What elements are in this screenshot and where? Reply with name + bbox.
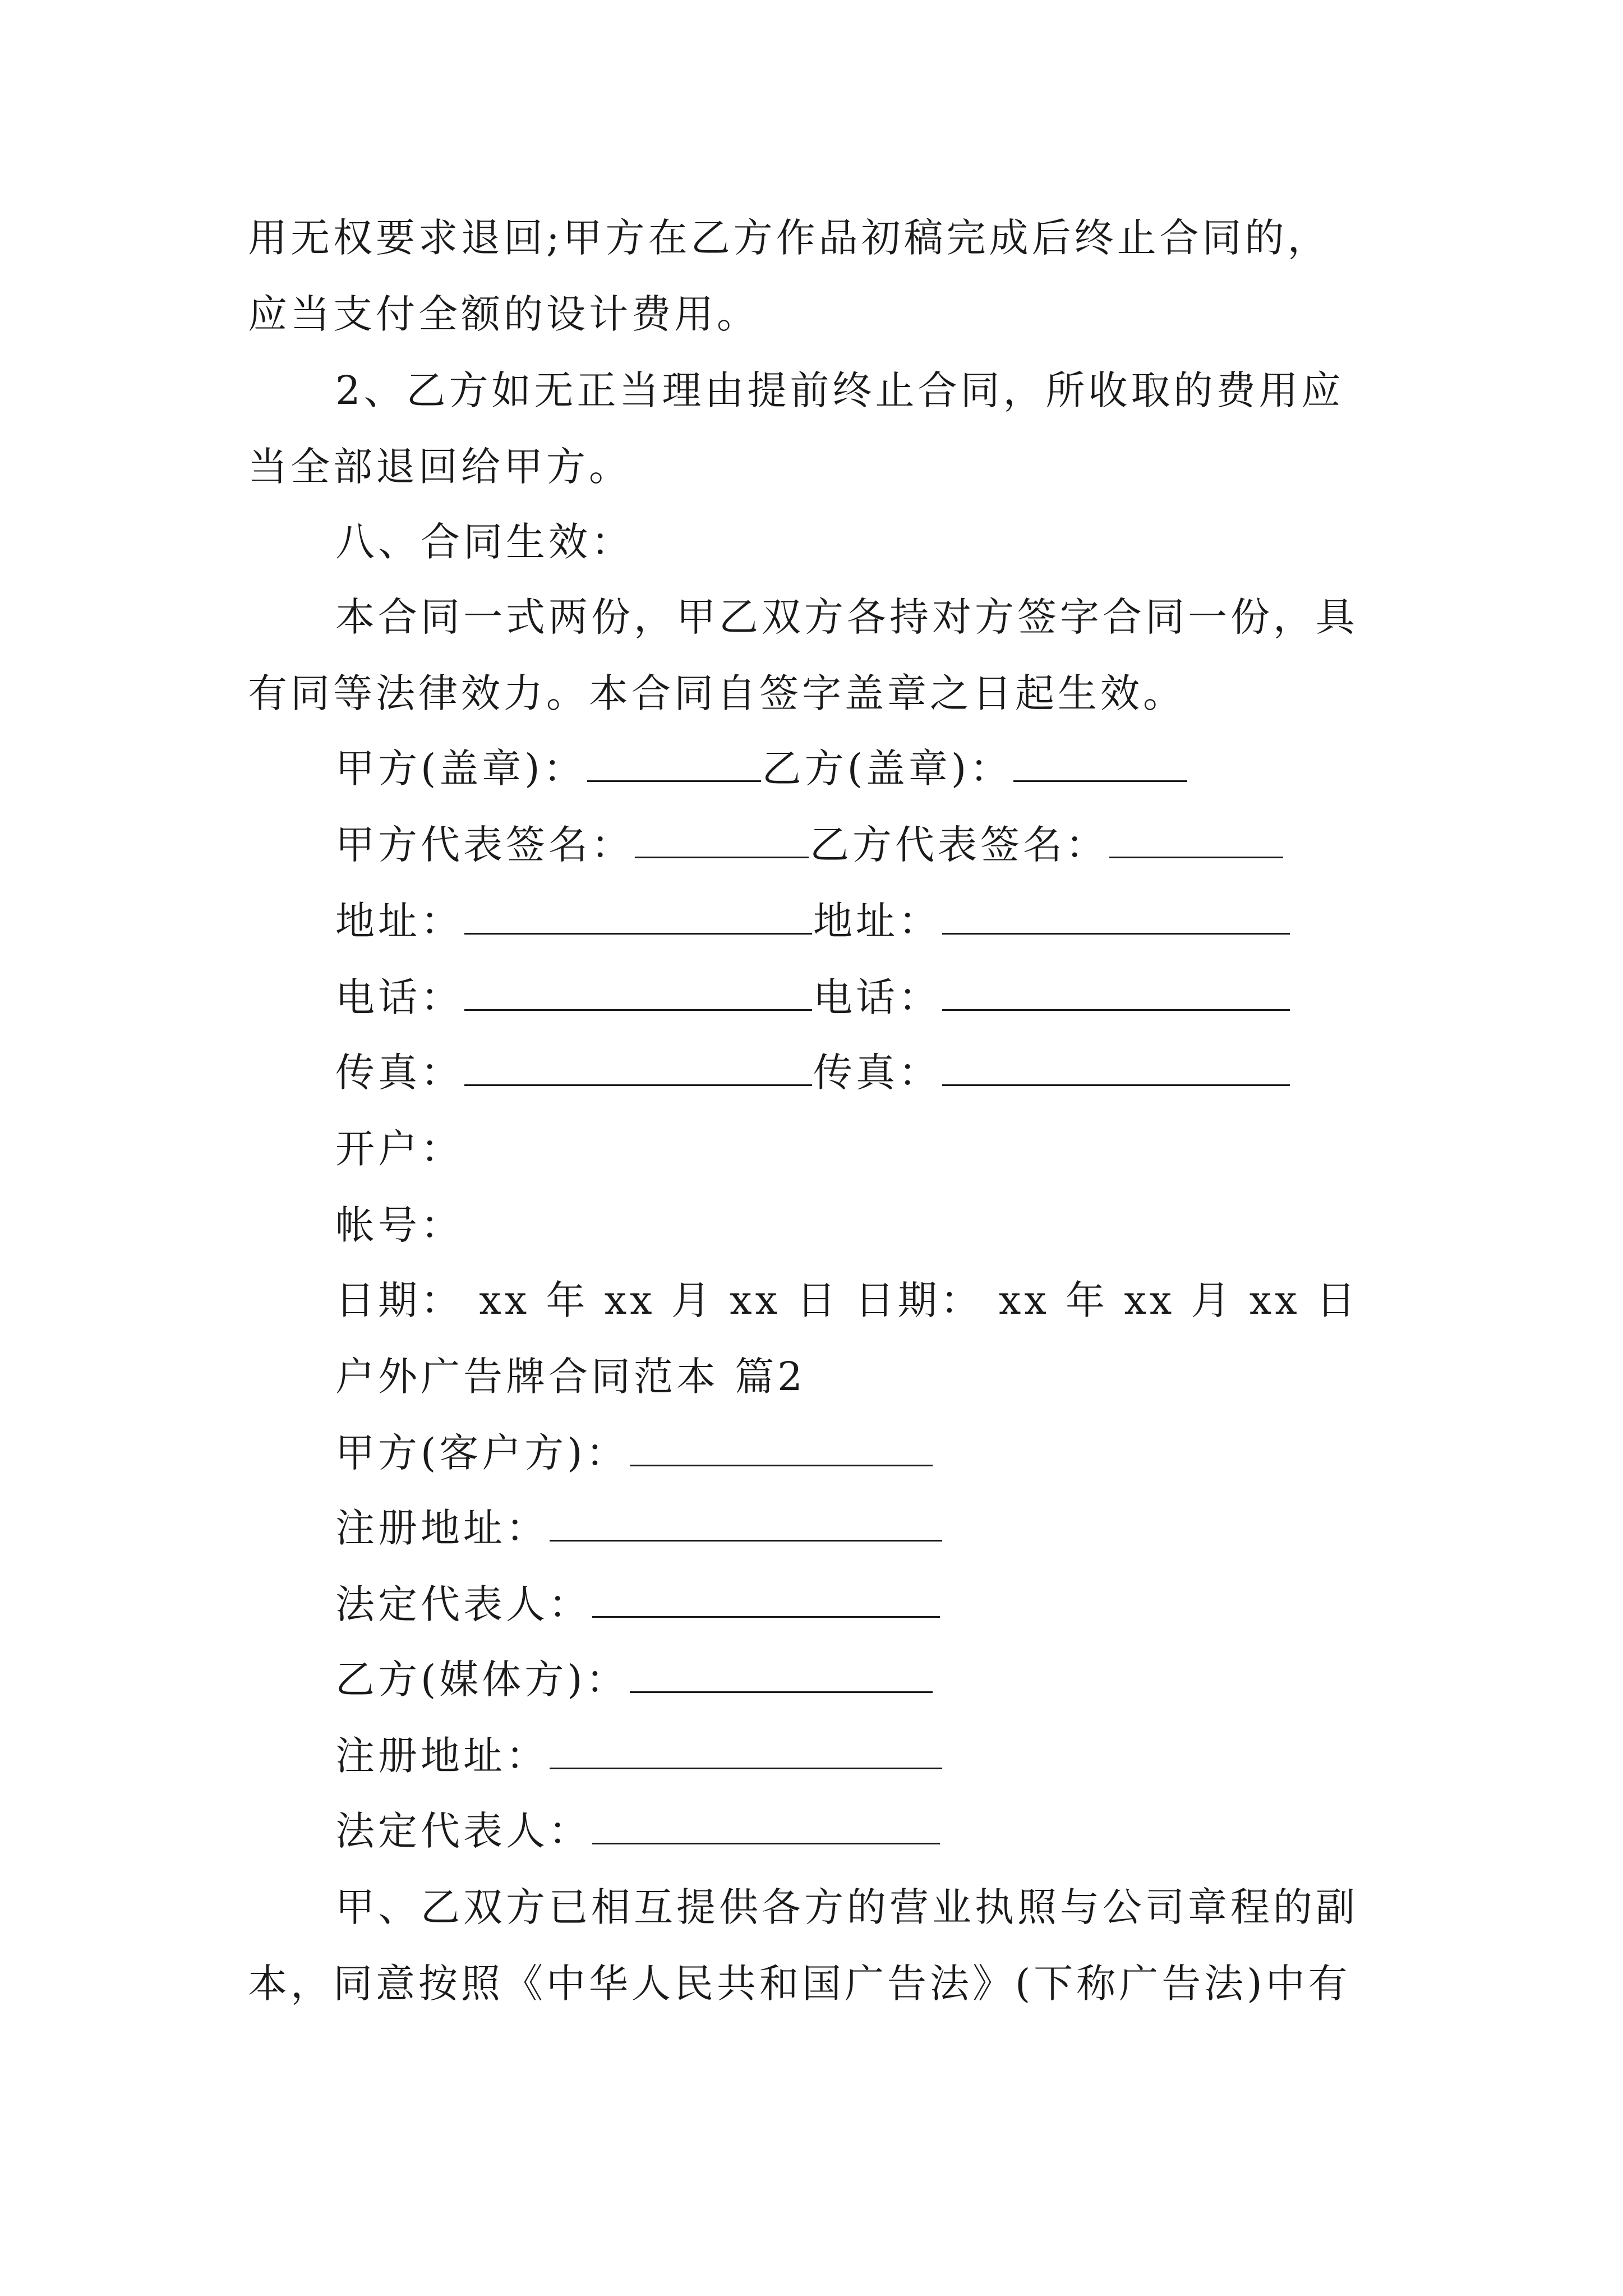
client-address-label: 注册地址： (335, 1505, 548, 1551)
date-line: 日期： xx 年 xx 月 xx 日 日期： xx 年 xx 月 xx 日 (335, 1277, 1359, 1323)
text-line: 应当支付全额的设计费用。 (248, 291, 759, 337)
text-line: 用无权要求退回;甲方在乙方作品初稿完成后终止合同的， (248, 215, 1330, 261)
media-legal-blank (592, 1808, 940, 1844)
client-blank (630, 1430, 933, 1466)
text-line: 当全部退回给甲方。 (248, 444, 631, 490)
media-label: 乙方(媒体方)： (335, 1657, 629, 1703)
fax-a-label: 传真： (335, 1050, 463, 1096)
address-row (335, 894, 1291, 948)
phone-b-label: 电话： (813, 974, 941, 1020)
phone-a-label: 电话： (335, 974, 463, 1020)
fax-a-blank (464, 1050, 812, 1086)
text-line: 甲、乙双方已相互提供各方的营业执照与公司章程的副 (335, 1884, 1358, 1930)
text-line: 2、乙方如无正当理由提前终止合同，所收取的费用应 (335, 367, 1344, 413)
party-b-rep-blank (1109, 822, 1283, 858)
client-label: 甲方(客户方)： (335, 1430, 629, 1476)
account-label: 帐号： (335, 1202, 463, 1248)
party-a-rep-label: 甲方代表签名： (335, 822, 634, 868)
party-a-seal-blank (587, 746, 761, 782)
fax-b-label: 传真： (813, 1050, 941, 1096)
fax-b-blank (942, 1050, 1290, 1086)
media-legal-label: 法定代表人： (335, 1808, 591, 1854)
party-a-seal-label: 甲方(盖章)： (335, 746, 586, 792)
seal-row (335, 742, 1188, 795)
client-legal-label: 法定代表人： (335, 1581, 591, 1627)
text-line: 本，同意按照《中华人民共和国广告法》(下称广告法)中有 (248, 1961, 1351, 2007)
text-line: 本合同一式两份，甲乙双方各持对方签字合同一份，具 (335, 594, 1358, 640)
phone-row (335, 970, 1291, 1024)
client-row (335, 1426, 934, 1480)
party-b-seal-blank (1013, 746, 1187, 782)
media-address-row (335, 1729, 943, 1783)
phone-b-blank (942, 974, 1290, 1011)
address-a-label: 地址： (335, 898, 463, 944)
client-address-blank (550, 1505, 942, 1542)
client-legal-row (335, 1577, 941, 1631)
party-b-seal-label: 乙方(盖章)： (762, 746, 1013, 792)
media-address-label: 注册地址： (335, 1733, 548, 1779)
fax-row (335, 1046, 1291, 1099)
party-b-rep-label: 乙方代表签名： (810, 822, 1108, 868)
media-row (335, 1653, 934, 1706)
media-blank (630, 1657, 933, 1693)
section-title: 户外广告牌合同范本 篇2 (335, 1354, 806, 1400)
address-b-label: 地址： (813, 898, 941, 944)
client-legal-blank (592, 1581, 940, 1618)
bank-label: 开户： (335, 1126, 463, 1172)
section-heading: 八、合同生效： (335, 519, 634, 565)
address-a-blank (464, 898, 812, 935)
media-legal-row (335, 1804, 941, 1858)
media-address-blank (550, 1733, 942, 1769)
address-b-blank (942, 898, 1290, 935)
party-a-rep-blank (635, 822, 809, 858)
phone-a-blank (464, 974, 812, 1011)
text-line: 有同等法律效力。本合同自签字盖章之日起生效。 (248, 670, 1186, 716)
client-address-row (335, 1501, 943, 1555)
representative-row (335, 818, 1284, 872)
